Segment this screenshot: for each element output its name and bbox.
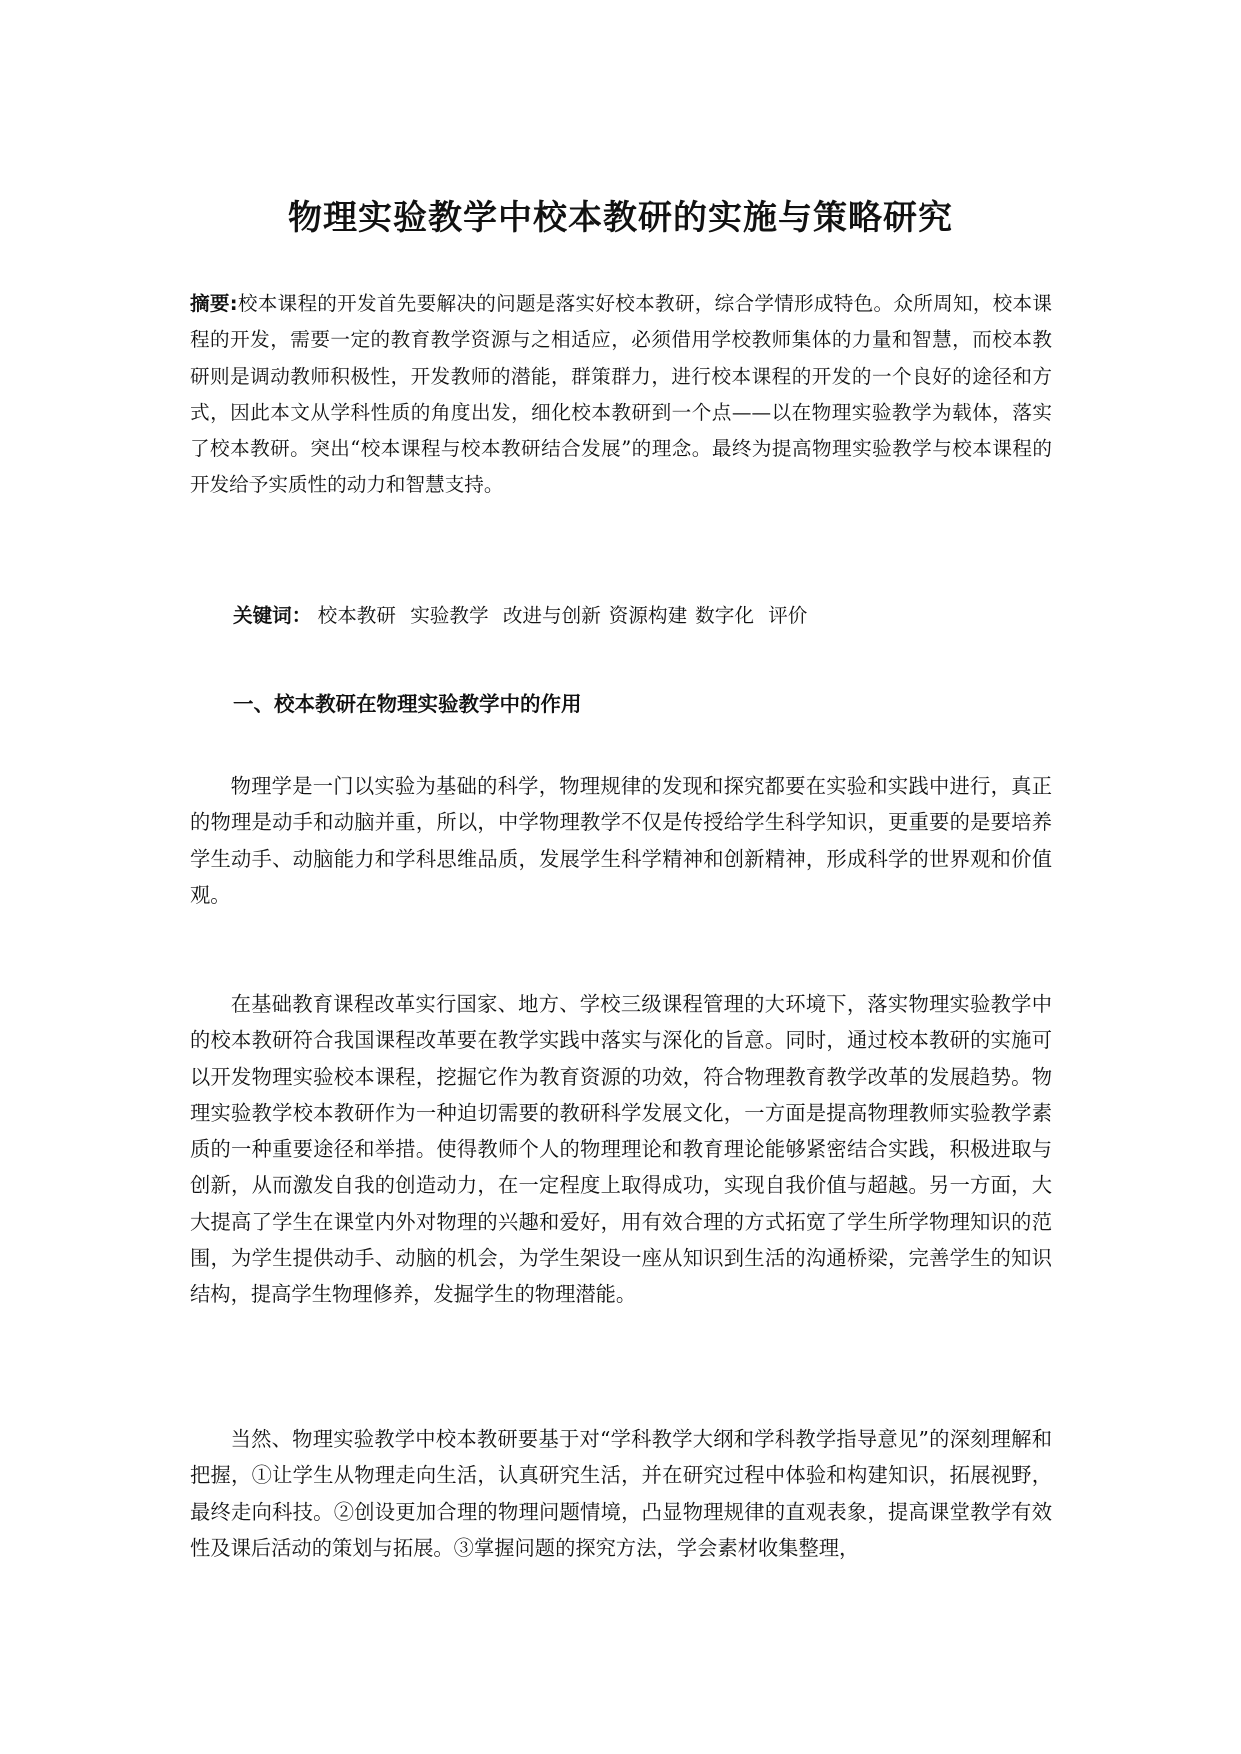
keyword: 校本教研 bbox=[317, 604, 396, 627]
keywords-label: 关键词： bbox=[233, 604, 312, 627]
abstract-text: 校本课程的开发首先要解决的问题是落实好校本教研，综合学情形成特色。众所周知，校本课程的开发，需要一定的教育教学资源与之相适应，必须借用学校教师集体的力量和智慧，而校本教研则是调动教师积极性，开发教师的潜能，群策群力，进行校本课程的开发的一个良好的途径和方式，因此本文从学科性质的角度出发，细化校本教研到一个点——以在物理实验教学为载体，落实了校本教研。突出“校本课程与校本教研结合发展”的理念。最终为提高物理实验教学与校本课程的开发给予实质性的动力和智慧支持。 bbox=[190, 292, 1053, 497]
body-paragraph: 在基础教育课程改革实行国家、地方、学校三级课程管理的大环境下，落实物理实验教学中的校本教研符合我国课程改革要在教学实践中落实与深化的旨意。同时，通过校本教研的实施可以开发物理实验校本课程，挖掘它作为教育资源的功效，符合物理教育教学改革的发展趋势。物理实验教学校本教研作为一种迫切需要的教研科学发展文化，一方面是提高物理教师实验教学素质的一种重要途径和举措。使得教师个人的物理理论和教育理论能够紧密结合实践，积极进取与创新，从而激发自我的创造动力，在一定程度上取得成功，实现自我价值与超越。另一方面，大大提高了学生在课堂内外对物理的兴趣和爱好，用有效合理的方式拓宽了学生所学物理知识的范围，为学生提供动手、动脑的机会，为学生架设一座从知识到生活的沟通桥梁，完善学生的知识结构，提高学生物理修养，发掘学生的物理潜能。 bbox=[190, 992, 1052, 1307]
body-paragraph: 物理学是一门以实验为基础的科学，物理规律的发现和探究都要在实验和实践中进行，真正的物理是动手和动脑并重，所以，中学物理教学不仅是传授给学生科学知识，更重要的是要培养学生动手、动脑能力和学科思维品质，发展学生科学精神和创新精神，形成科学的世界观和价值观。 bbox=[190, 774, 1052, 907]
document-title: 物理实验教学中校本教研的实施与策略研究 bbox=[288, 198, 953, 238]
keyword: 改进与创新 bbox=[502, 604, 601, 627]
keyword: 评价 bbox=[768, 604, 808, 627]
body-paragraph: 当然、物理实验教学中校本教研要基于对“学科教学大纲和学科教学指导意见”的深刻理解和把握，①让学生从物理走向生活，认真研究生活，并在研究过程中体验和构建知识，拓展视野，最终走向科技。②创设更加合理的物理问题情境，凸显物理规律的直观表象，提高课堂教学有效性及课后活动的策划与拓展。③掌握问题的探究方法，学会素材收集整理， bbox=[190, 1427, 1052, 1560]
keyword: 资源构建 bbox=[608, 604, 688, 627]
abstract-label: 摘要: bbox=[190, 292, 238, 315]
keyword: 数字化 bbox=[695, 604, 754, 627]
keyword: 实验教学 bbox=[410, 604, 489, 627]
section-heading: 一、校本教研在物理实验教学中的作用 bbox=[233, 692, 582, 716]
keywords-line bbox=[233, 598, 1053, 634]
abstract bbox=[190, 286, 1052, 504]
